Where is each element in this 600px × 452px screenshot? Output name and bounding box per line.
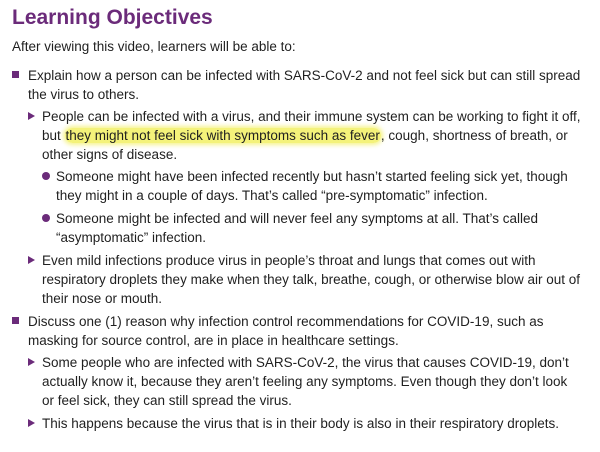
- point-item: [42, 209, 582, 247]
- objective-item-2: [12, 312, 582, 433]
- triangle-bullet-icon: [28, 419, 35, 427]
- circle-bullet-icon: [42, 214, 50, 222]
- intro-text: After viewing this video, learners will be able to:: [12, 39, 296, 54]
- highlighted-text: they might not feel sick with symptoms such as fever: [65, 128, 380, 143]
- page-title: Learning Objectives: [12, 6, 213, 29]
- sub-item: [28, 414, 582, 433]
- sub-item-text-after: , cough, shortness of breath, or other signs of disease.: [42, 128, 568, 162]
- point-item: [42, 167, 582, 205]
- sub-item: [28, 353, 582, 410]
- point-text: Someone might be infected and will never feel any symptoms at all. That’s called “asymptomatic” infection.: [56, 211, 539, 245]
- triangle-bullet-icon: [28, 112, 35, 120]
- sub-item-text: This happens because the virus that is in their body is also in their respiratory droplets.: [42, 416, 560, 431]
- point-list: [42, 167, 582, 247]
- circle-bullet-icon: [42, 172, 50, 180]
- sub-item-text-before: People can be infected with a virus, and their immune system can be working to fight it off, but: [42, 109, 581, 143]
- sub-list: [28, 107, 582, 308]
- square-bullet-icon: [12, 71, 19, 78]
- point-text: Someone might have been infected recently but hasn’t started feeling sick yet, though they might in a couple of days. That’s called “pre-symptomatic” infection.: [56, 169, 568, 203]
- objective-text: Discuss one (1) reason why infection control recommendations for COVID-19, such as masking for source control, are in place in healthcare settings.: [28, 314, 544, 348]
- sub-item: [28, 107, 582, 247]
- sub-item-text: Even mild infections produce virus in people’s throat and lungs that comes out with respiratory droplets they make when they talk, breathe, cough, or otherwise blow air out of their nose or mouth.: [42, 253, 581, 306]
- sub-item: [28, 251, 582, 308]
- sub-list: [28, 353, 582, 433]
- square-bullet-icon: [12, 317, 19, 324]
- objectives-list: [12, 66, 582, 433]
- sub-item-text: Some people who are infected with SARS-CoV-2, the virus that causes COVID-19, don’t actually know it, because they aren’t feeling any symptoms. Even though they don’t look or feel sick, they can still spread the virus.: [42, 355, 569, 408]
- objective-text: Explain how a person can be infected with SARS-CoV-2 and not feel sick but can still spread the virus to others.: [28, 68, 581, 102]
- triangle-bullet-icon: [28, 256, 35, 264]
- triangle-bullet-icon: [28, 358, 35, 366]
- objective-item-1: [12, 66, 582, 308]
